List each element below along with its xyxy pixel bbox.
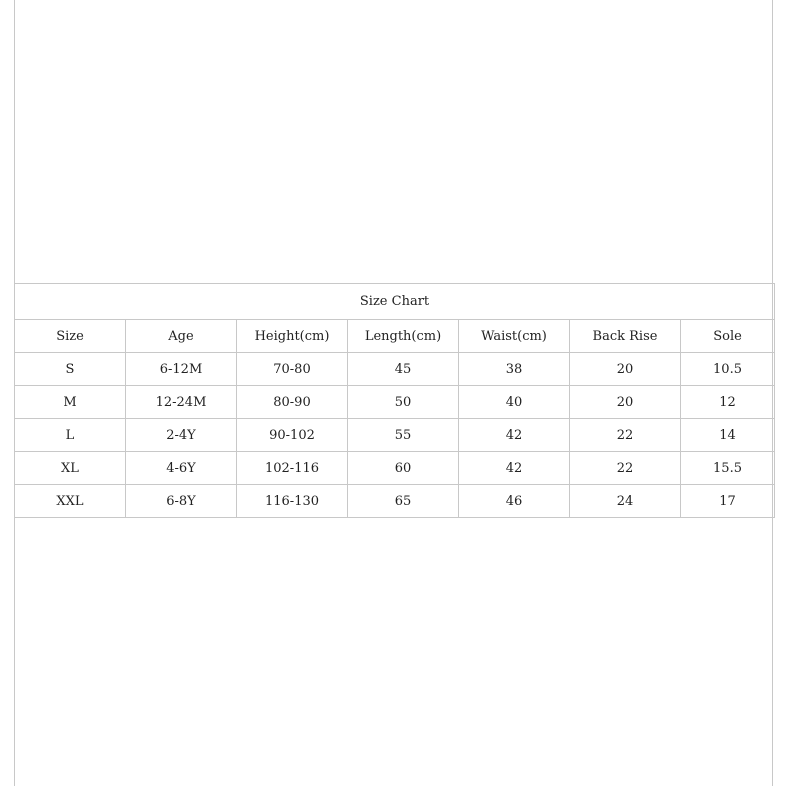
table-cell: M	[15, 386, 126, 419]
header-row	[15, 320, 775, 353]
table-cell: 55	[348, 419, 459, 452]
table-row	[15, 452, 775, 485]
table-row	[15, 485, 775, 518]
table-cell: 70-80	[237, 353, 348, 386]
table-cell: 22	[570, 419, 681, 452]
table-cell: 38	[459, 353, 570, 386]
table-cell: 20	[570, 353, 681, 386]
header-cell: Height(cm)	[237, 320, 348, 353]
table-cell: S	[15, 353, 126, 386]
table-cell: 22	[570, 452, 681, 485]
header-cell: Age	[126, 320, 237, 353]
table-caption: Size Chart	[15, 284, 775, 320]
header-cell: Length(cm)	[348, 320, 459, 353]
size-chart-table	[14, 283, 775, 518]
table-row	[15, 353, 775, 386]
header-cell: Back Rise	[570, 320, 681, 353]
table-cell: 12	[681, 386, 775, 419]
table-cell: XXL	[15, 485, 126, 518]
table-cell: 20	[570, 386, 681, 419]
header-cell: Sole	[681, 320, 775, 353]
table-row	[15, 386, 775, 419]
table-cell: 45	[348, 353, 459, 386]
table-cell: 42	[459, 419, 570, 452]
header-cell: Size	[15, 320, 126, 353]
table-cell: 4-6Y	[126, 452, 237, 485]
table-row	[15, 419, 775, 452]
table-cell: XL	[15, 452, 126, 485]
table-cell: 14	[681, 419, 775, 452]
table-cell: 10.5	[681, 353, 775, 386]
table-cell: 24	[570, 485, 681, 518]
table-cell: L	[15, 419, 126, 452]
header-cell: Waist(cm)	[459, 320, 570, 353]
table-cell: 42	[459, 452, 570, 485]
table-cell: 80-90	[237, 386, 348, 419]
table-cell: 40	[459, 386, 570, 419]
table-cell: 65	[348, 485, 459, 518]
table-cell: 90-102	[237, 419, 348, 452]
table-cell: 60	[348, 452, 459, 485]
table-cell: 102-116	[237, 452, 348, 485]
table-cell: 6-12M	[126, 353, 237, 386]
table-cell: 6-8Y	[126, 485, 237, 518]
table-cell: 116-130	[237, 485, 348, 518]
table-cell: 46	[459, 485, 570, 518]
table-cell: 12-24M	[126, 386, 237, 419]
table-cell: 15.5	[681, 452, 775, 485]
caption-row	[15, 284, 775, 320]
table-cell: 17	[681, 485, 775, 518]
table-cell: 2-4Y	[126, 419, 237, 452]
table-cell: 50	[348, 386, 459, 419]
